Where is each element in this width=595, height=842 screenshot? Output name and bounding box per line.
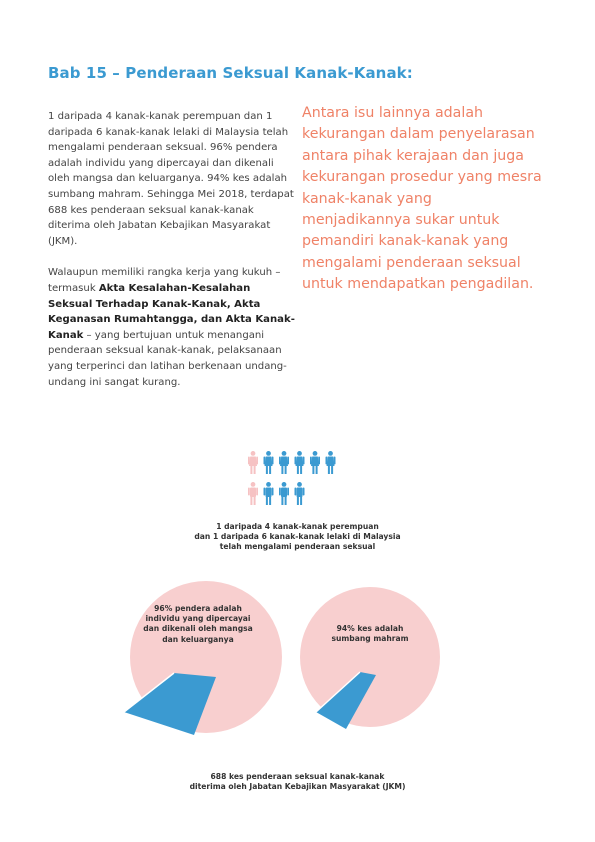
girl-icon xyxy=(248,451,258,474)
legislation-names: Akta Kesalahan-Kesalahan Seksual Terhadap Kanak-Kanak, Akta Keganasan Rumahtangga, dan Akta Kanak-Kanak xyxy=(48,282,295,341)
girl-icon xyxy=(279,451,289,474)
boy-icon xyxy=(264,482,274,505)
caption-top-line-1: 1 daripada 4 kanak-kanak perempuan xyxy=(216,522,379,531)
pie-right-label-line-2: sumbang mahram xyxy=(331,634,409,644)
pie-left-label-line-2: individu yang dipercayai xyxy=(145,614,251,624)
boy-icon xyxy=(248,482,258,505)
pie-chart-incest xyxy=(298,577,448,742)
boy-icon xyxy=(295,482,305,505)
caption-top-line-2: dan 1 daripada 6 kanak-kanak lelaki di Malaysia xyxy=(194,532,401,542)
paragraph-legislation xyxy=(48,265,298,390)
paragraph-legislation-start: Walaupun memiliki rangka kerja yang kukuh – termasuk xyxy=(48,267,281,294)
pie-base-circle xyxy=(300,587,440,727)
caption-bottom-line-2: diterima oleh Jabatan Kebajikan Masyarakat (JKM) xyxy=(189,782,406,792)
pull-quote: Antara isu lainnya adalah kekurangan dalam penyelarasan antara pihak kerajaan dan juga kekurangan prosedur yang mesra kanak-kanak yang menjadikannya sukar untuk pemandiri kanak-kanak yang mengalami penderaan seksual untuk mendapatkan pengadilan. xyxy=(302,105,542,293)
pie-left-label-line-4: dan keluarganya xyxy=(162,634,234,644)
page-title: Bab 15 – Penderaan Seksual Kanak-Kanak: xyxy=(48,64,413,82)
caption-top xyxy=(0,522,595,553)
girl-icon xyxy=(326,451,336,474)
caption-bottom-line-1: 688 kes penderaan seksual kanak-kanak xyxy=(210,772,385,781)
pie-right-label-line-1: 94% kes adalah xyxy=(336,624,404,633)
caption-top-line-3: telah mengalami penderaan seksual xyxy=(219,542,376,552)
people-icon-grid xyxy=(247,450,347,510)
pie-left-label-line-3: dan dikenali oleh mangsa xyxy=(143,624,253,634)
pie-label-incest xyxy=(320,624,420,644)
girl-icon xyxy=(295,451,305,474)
people-row-girls xyxy=(248,451,336,474)
pie-left-label-line-1: 96% pendera adalah xyxy=(154,604,242,613)
people-row-boys xyxy=(248,482,305,505)
pie-label-perpetrators xyxy=(138,604,258,645)
girl-icon xyxy=(310,451,320,474)
body-text-column xyxy=(48,109,298,406)
paragraph-statistics: 1 daripada 4 kanak-kanak perempuan dan 1 daripada 6 kanak-kanak lelaki di Malaysia telah mengalami penderaan seksual. 96% pendera adalah individu yang dipercayai dan dikenali oleh mangsa dan keluarganya. 94% kes adalah sumbang mahram. Sehingga Mei 2018, terdapat 688 kes penderaan seksual kanak-kanak diterima oleh Jabatan Kebajikan Masyarakat (JKM). xyxy=(48,111,294,247)
boy-icon xyxy=(279,482,289,505)
paragraph-legislation-end: – yang bertujuan untuk menangani penderaan seksual kanak-kanak, pelaksanaan yang terperinci dan latihan berkenaan undang-undang ini sangat kurang. xyxy=(48,329,287,388)
pie-chart-perpetrators xyxy=(116,577,286,742)
caption-bottom xyxy=(0,772,595,792)
girl-icon xyxy=(264,451,274,474)
